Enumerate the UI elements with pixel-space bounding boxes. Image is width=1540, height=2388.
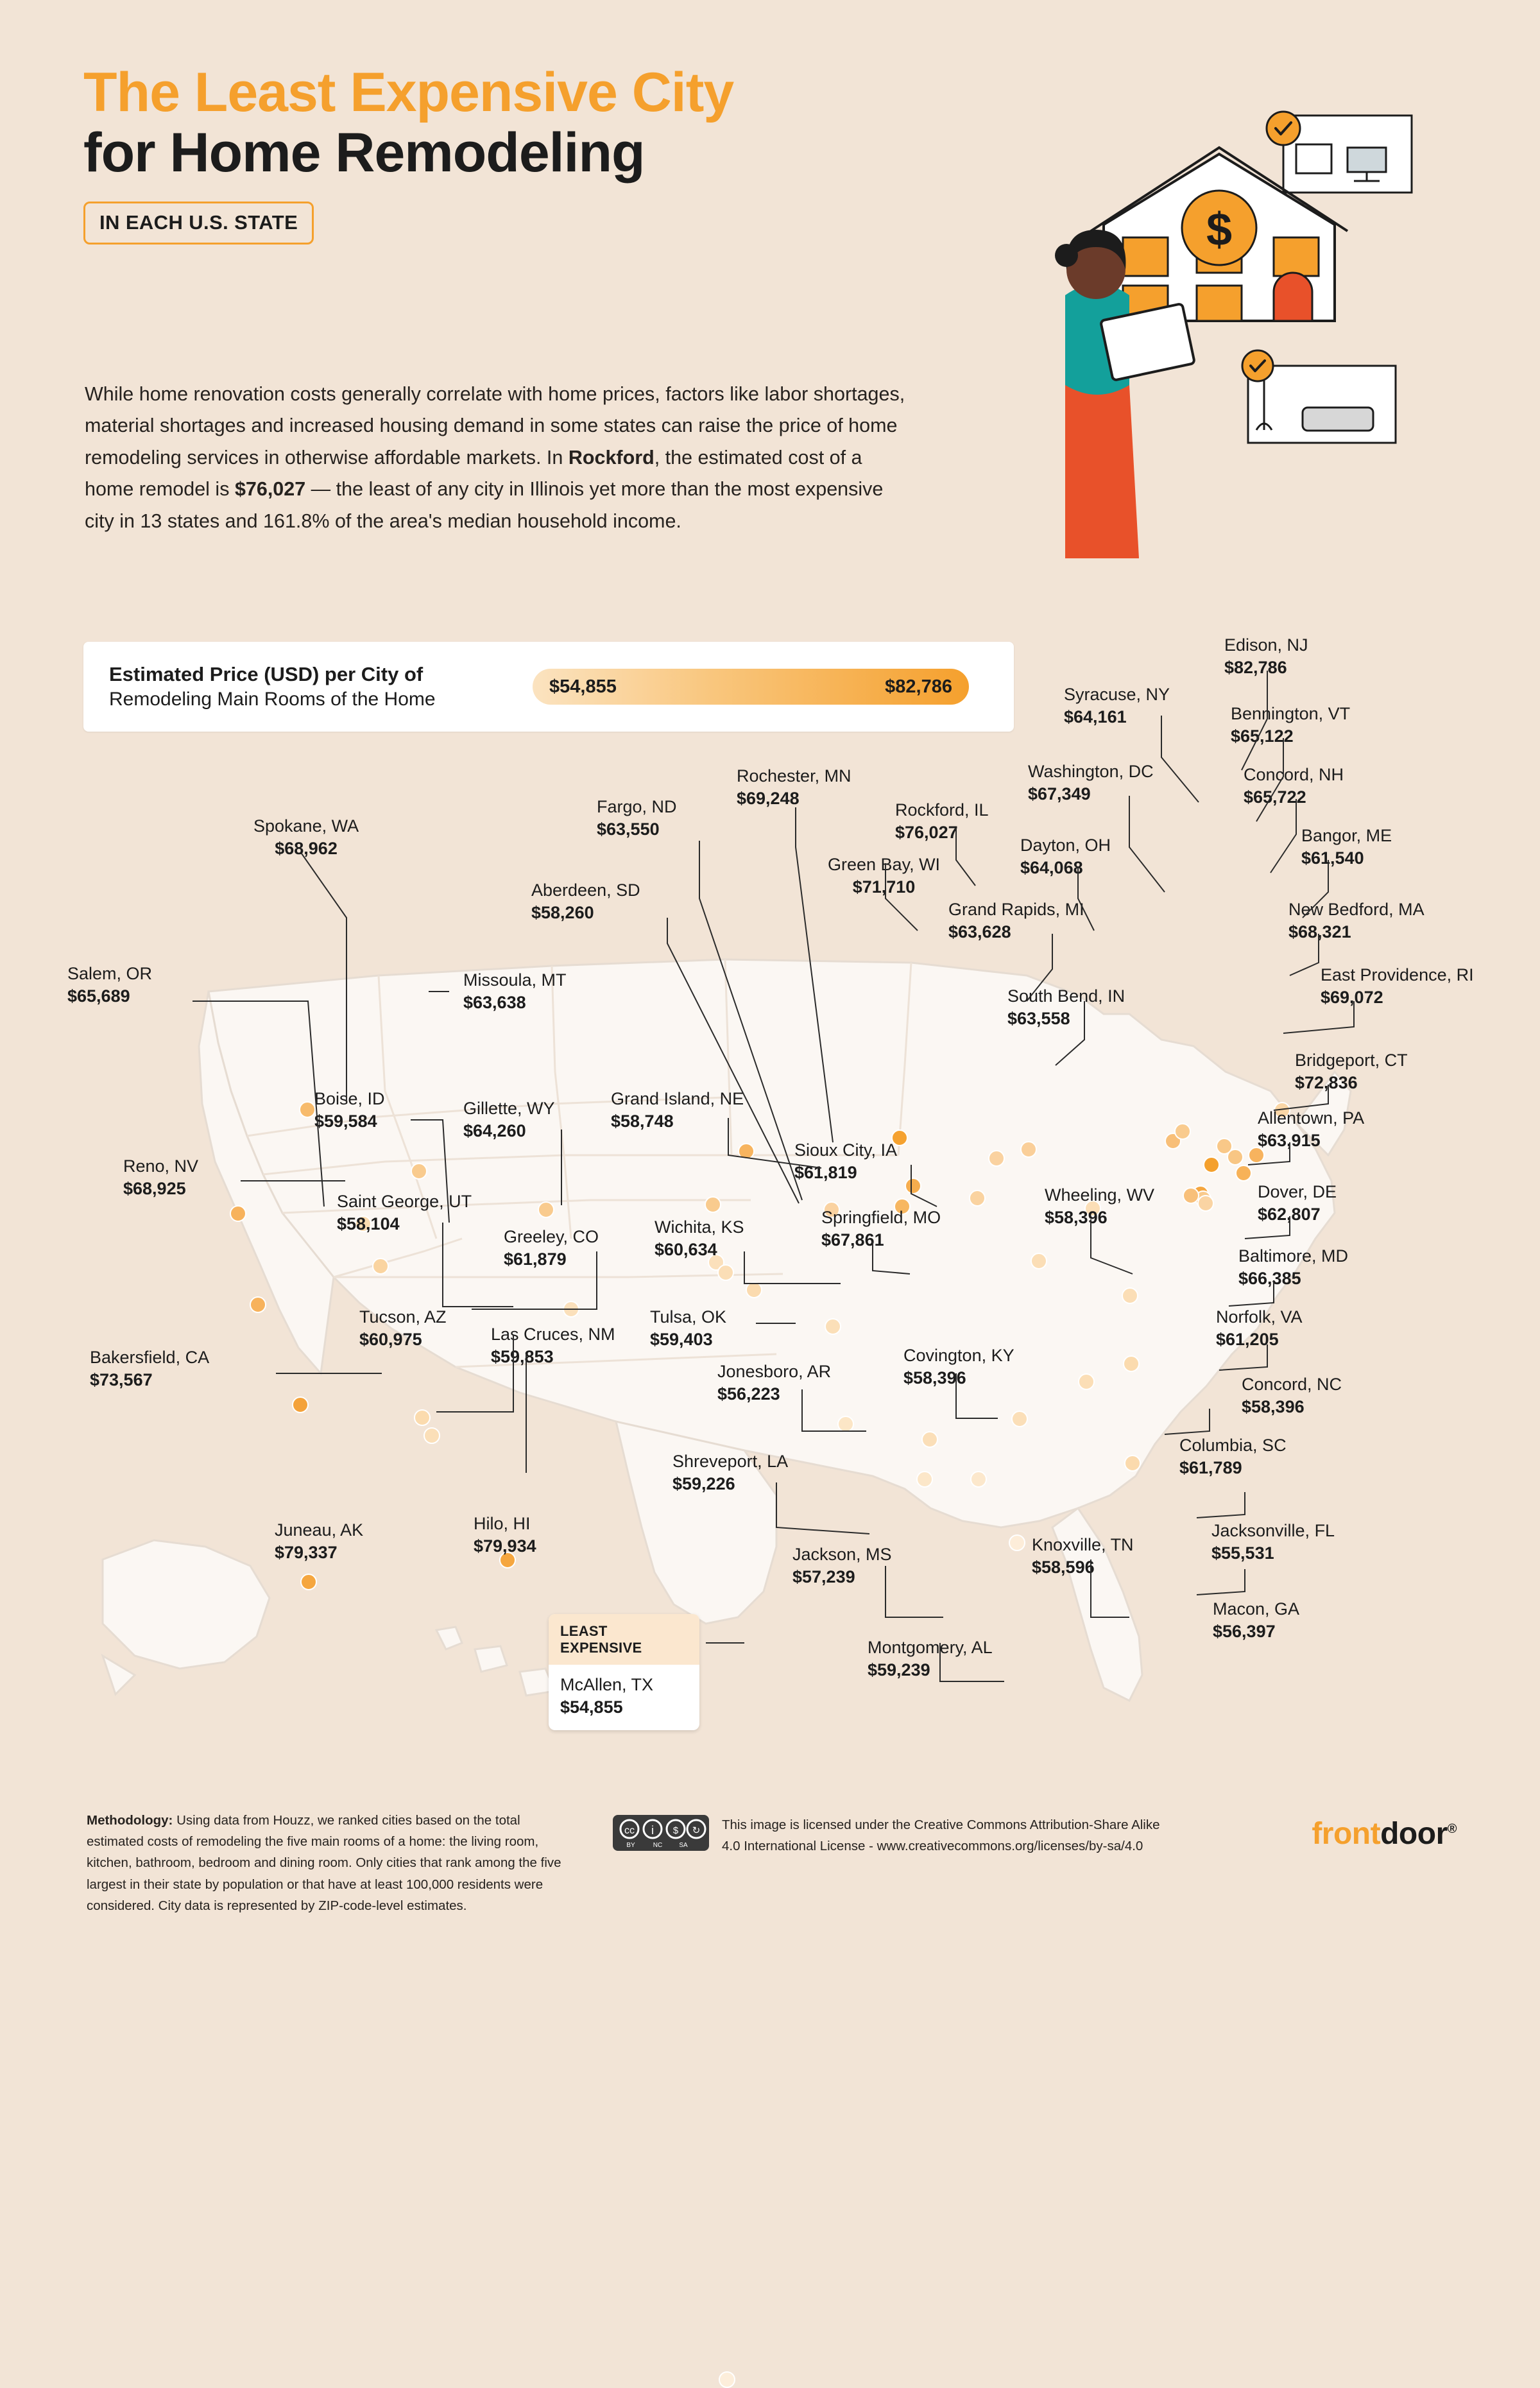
label-macon: Macon, GA $56,397 [1213, 1599, 1300, 1641]
dot-edison [1203, 1156, 1220, 1173]
label-saint-george: Saint George, UT $58,104 [337, 1192, 472, 1233]
dot-baltimore [1183, 1187, 1199, 1204]
label-jackson: Jackson, MS $57,239 [792, 1545, 892, 1586]
label-edison: Edison, NJ $82,786 [1224, 635, 1308, 677]
callout-body [549, 1665, 699, 1730]
dot-reno [250, 1296, 266, 1313]
label-wheeling: Wheeling, WV $58,396 [1045, 1185, 1155, 1227]
svg-text:$: $ [672, 1825, 679, 1836]
label-juneau: Juneau, AK $79,337 [275, 1520, 364, 1562]
dot-macon [916, 1471, 933, 1488]
legend-text [109, 662, 533, 711]
label-hilo: Hilo, HI $79,934 [474, 1514, 536, 1556]
label-rockford: Rockford, IL $76,027 [895, 800, 989, 842]
svg-text:↻: ↻ [692, 1825, 701, 1836]
label-missoula: Missoula, MT $63,638 [463, 970, 567, 1012]
dot-syracuse [1174, 1123, 1191, 1140]
label-new-bedford: New Bedford, MA $68,321 [1288, 900, 1425, 941]
dot-covington [1031, 1253, 1047, 1269]
dot-las-cruces [424, 1427, 440, 1444]
dot-norfolk [1123, 1355, 1140, 1372]
methodology-body: Using data from Houzz, we ranked cities based on the total estimated costs of remodeling the five main rooms of a home: the living room, kitchen, bathroom, bedroom and dining room. Only cities that rank among the five largest in their state by population or that have at least 100,000 residents were considered. City data is represented by ZIP-code-level estimates. [87, 1813, 561, 1913]
label-syracuse: Syracuse, NY $64,161 [1064, 685, 1170, 726]
dot-concord-nc [1122, 1287, 1138, 1304]
legend-gradient-bar [533, 669, 969, 705]
dot-spokane [299, 1101, 316, 1118]
label-rochester: Rochester, MN $69,248 [737, 766, 851, 808]
callout-head-line1: LEAST [560, 1623, 608, 1639]
dot-knoxville [1078, 1373, 1095, 1390]
label-springfield: Springfield, MO $67,861 [821, 1208, 941, 1250]
footer [0, 1784, 1540, 1963]
label-bennington: Bennington, VT $65,122 [1231, 704, 1351, 746]
license-line-2: 4.0 International License - www.creativecommons.org/licenses/by-sa/4.0 [722, 1838, 1143, 1853]
dot-juneau [300, 1574, 317, 1590]
dot-concord-nh [1227, 1149, 1244, 1165]
label-bakersfield: Bakersfield, CA $73,567 [90, 1348, 210, 1389]
label-gillette: Gillette, WY $64,260 [463, 1099, 555, 1140]
dot-dover [1197, 1195, 1214, 1212]
dot-tulsa [825, 1318, 841, 1335]
label-salem: Salem, OR $65,689 [67, 964, 153, 1006]
label-east-providence: East Providence, RI $69,072 [1321, 965, 1474, 1007]
label-tucson: Tucson, AZ $60,975 [359, 1307, 447, 1349]
intro-text-3: — the least of any city in Illinois yet more than the most expensive city in 13 states and 161.8% of the area's median household income. [85, 478, 884, 532]
license-line-1: This image is licensed under the Creative Commons Attribution-Share Alike [722, 1817, 1160, 1832]
callout-price: $54,855 [560, 1697, 623, 1717]
label-concord-nh: Concord, NH $65,722 [1244, 765, 1344, 807]
label-tulsa: Tulsa, OK $59,403 [650, 1307, 727, 1349]
dot-montgomery [1011, 1411, 1028, 1427]
dot-jackson [970, 1471, 987, 1488]
svg-text:cc: cc [624, 1825, 635, 1836]
label-jacksonville: Jacksonville, FL $55,531 [1211, 1521, 1335, 1563]
label-dover: Dover, DE $62,807 [1258, 1182, 1337, 1224]
dot-fargo [705, 1196, 721, 1213]
dot-gillette [538, 1201, 554, 1218]
license-text [722, 1815, 1210, 1857]
label-concord-nc: Concord, NC $58,396 [1242, 1375, 1342, 1416]
label-grand-island: Grand Island, NE $58,748 [611, 1089, 744, 1131]
label-bangor: Bangor, ME $61,540 [1301, 826, 1392, 868]
label-washington-dc: Washington, DC $67,349 [1028, 762, 1154, 803]
dot-shreveport [921, 1431, 938, 1448]
label-boise: Boise, ID $59,584 [314, 1089, 385, 1131]
header [83, 64, 1174, 245]
svg-text:NC: NC [653, 1842, 663, 1849]
page-title-line1: The Least Expensive City [83, 62, 734, 123]
legend [83, 642, 1014, 732]
label-knoxville: Knoxville, TN $58,596 [1032, 1535, 1134, 1577]
brand-registered-mark: ® [1447, 1822, 1457, 1836]
label-green-bay: Green Bay, WI $71,710 [828, 855, 941, 897]
label-wichita: Wichita, KS $60,634 [654, 1217, 744, 1259]
dot-wichita [746, 1282, 762, 1298]
label-montgomery: Montgomery, AL $59,239 [868, 1638, 993, 1679]
brand-front: front [1312, 1817, 1381, 1851]
callout-header [549, 1614, 699, 1665]
label-las-cruces: Las Cruces, NM $59,853 [491, 1325, 615, 1366]
dot-bakersfield [292, 1396, 309, 1413]
dot-mcallen [719, 2371, 735, 2388]
label-south-bend: South Bend, IN $63,558 [1007, 986, 1125, 1028]
label-aberdeen: Aberdeen, SD $58,260 [531, 880, 640, 922]
page-title-line2: for Home Remodeling [83, 122, 645, 184]
dot-tucson [414, 1409, 431, 1426]
label-norfolk: Norfolk, VA $61,205 [1216, 1307, 1303, 1349]
legend-subtitle: Remodeling Main Rooms of the Home [109, 688, 436, 710]
intro-price: $76,027 [234, 478, 306, 501]
dot-jonesboro [837, 1416, 854, 1432]
legend-max-value: $82,786 [885, 676, 952, 697]
dot-grand-rapids [988, 1150, 1005, 1167]
dot-salem [230, 1205, 246, 1222]
subtitle-badge: IN EACH U.S. STATE [83, 202, 314, 245]
creative-commons-icon [613, 1815, 709, 1851]
svg-text:SA: SA [679, 1842, 688, 1849]
svg-text:BY: BY [626, 1842, 635, 1849]
intro-text-1: While home renovation costs generally correlate with home prices, factors like labor shortages, material shortages and increased housing demand in some states can raise the price of home remodeling services in otherwise affordable markets. In [85, 383, 905, 468]
svg-text:i: i [651, 1824, 654, 1837]
label-greeley: Greeley, CO $61,879 [504, 1227, 599, 1269]
label-jonesboro: Jonesboro, AR $56,223 [717, 1362, 832, 1404]
label-grand-rapids: Grand Rapids, MI $63,628 [948, 900, 1084, 941]
label-baltimore: Baltimore, MD $66,385 [1238, 1246, 1349, 1288]
methodology-label: Methodology: [87, 1813, 173, 1828]
dot-columbia [1124, 1455, 1141, 1472]
dot-south-bend [969, 1190, 986, 1207]
dot-green-bay [905, 1178, 921, 1194]
brand-door: door [1380, 1817, 1448, 1851]
dot-saint-george [563, 1301, 579, 1318]
intro-paragraph [85, 379, 906, 537]
label-covington: Covington, KY $58,396 [903, 1346, 1014, 1387]
callout-head-line2: EXPENSIVE [560, 1640, 642, 1656]
label-sioux-city: Sioux City, IA $61,819 [794, 1140, 898, 1182]
least-expensive-callout [549, 1614, 699, 1730]
dot-grand-island [717, 1264, 734, 1281]
hero-illustration [1027, 109, 1502, 571]
callout-city: McAllen, TX [560, 1674, 654, 1694]
dot-jacksonville [1009, 1534, 1025, 1551]
dot-missoula [411, 1163, 427, 1180]
label-dayton: Dayton, OH $64,068 [1020, 836, 1111, 877]
label-reno: Reno, NV $68,925 [123, 1156, 199, 1198]
label-spokane: Spokane, WA $68,962 [253, 816, 359, 858]
legend-min-value: $54,855 [549, 676, 617, 697]
intro-text-2: , the estimated cost of a home remodel is [85, 446, 862, 501]
label-columbia: Columbia, SC $61,789 [1179, 1436, 1287, 1477]
legend-title: Estimated Price (USD) per City of [109, 662, 424, 685]
dot-greeley [372, 1258, 389, 1275]
methodology-text [87, 1810, 574, 1916]
label-bridgeport: Bridgeport, CT $72,836 [1295, 1051, 1408, 1092]
brand-logo [1312, 1816, 1457, 1851]
dot-rochester [738, 1143, 755, 1160]
svg-text:$: $ [1206, 204, 1233, 255]
label-shreveport: Shreveport, LA $59,226 [672, 1452, 789, 1493]
intro-city: Rockford [568, 446, 654, 468]
dot-east-providence [1235, 1165, 1252, 1181]
dot-dayton [1020, 1141, 1037, 1158]
label-allentown: Allentown, PA $63,915 [1258, 1108, 1365, 1150]
label-fargo: Fargo, ND $63,550 [597, 797, 677, 839]
